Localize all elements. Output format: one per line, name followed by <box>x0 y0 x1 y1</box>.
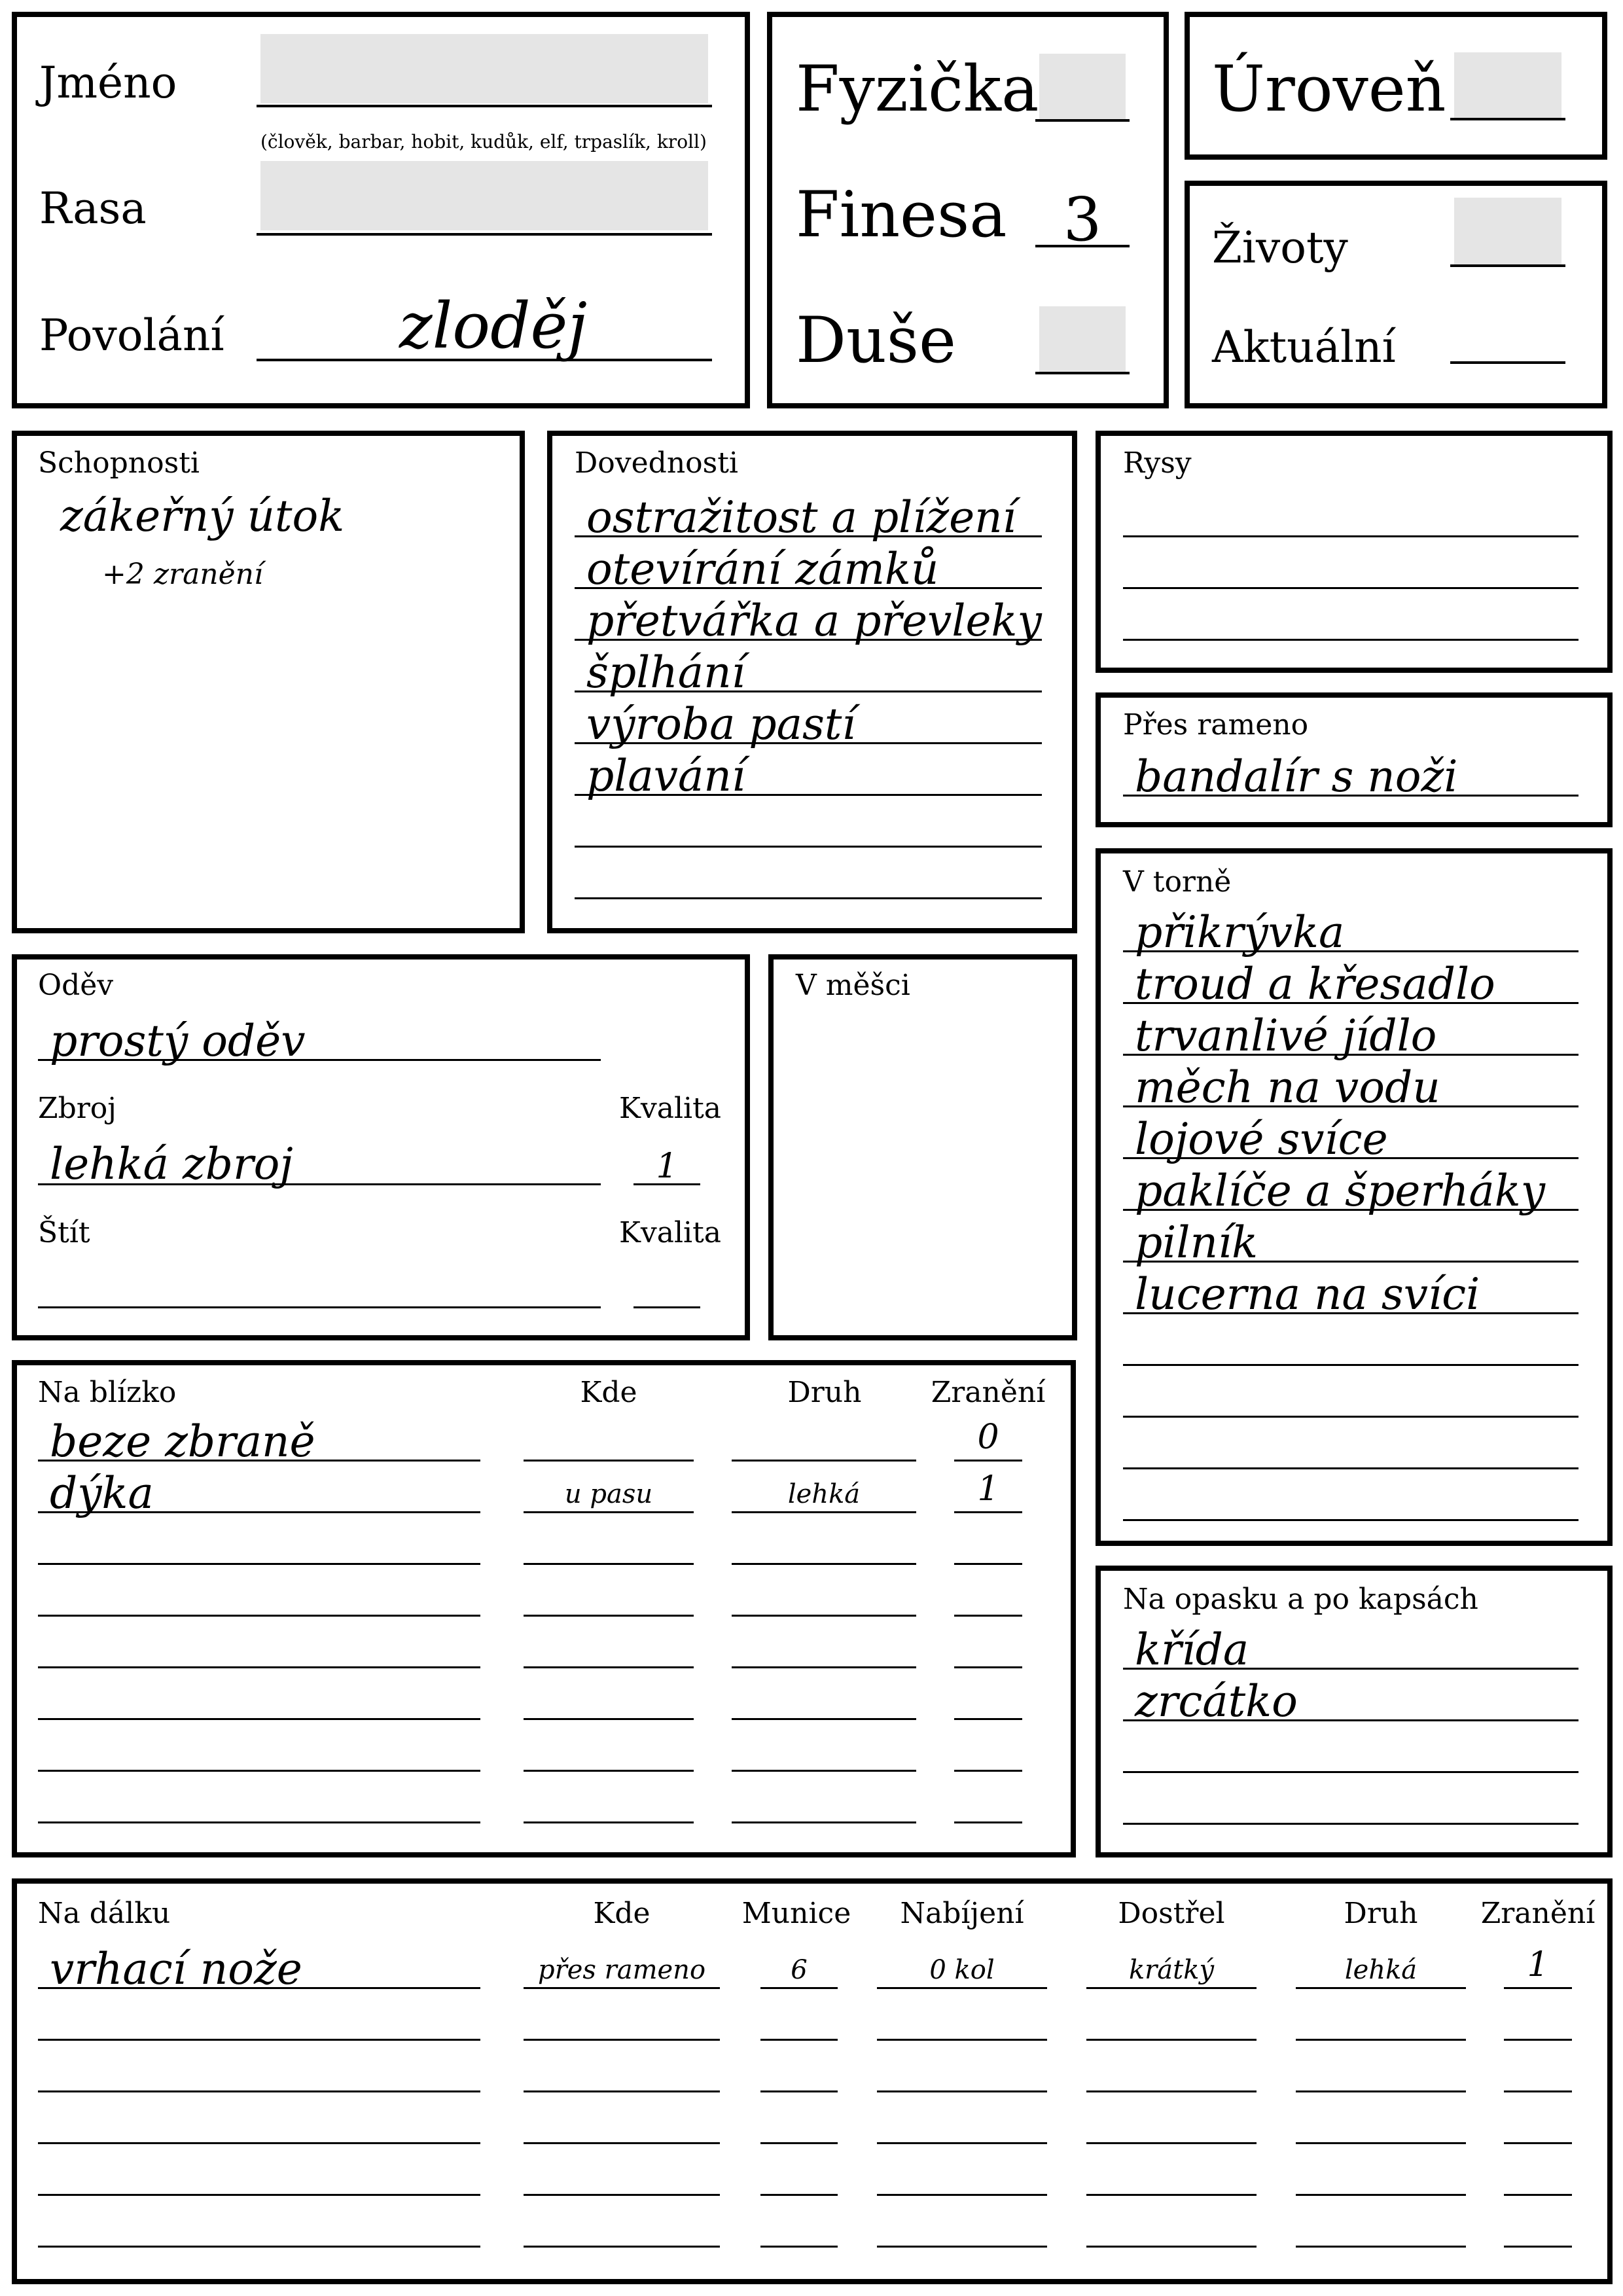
dovednosti-label: Dovednosti <box>575 446 738 480</box>
dalku-kde-value: přes rameno <box>537 1955 706 1985</box>
rasa-field-shade <box>260 161 708 230</box>
blizko-druh-field[interactable] <box>732 1615 916 1617</box>
stit-kvalita-field[interactable] <box>633 1306 700 1308</box>
stit-label: Štít <box>38 1216 90 1249</box>
odev-label: Oděv <box>38 969 114 1002</box>
na-dalku-col-munice: Munice <box>741 1897 851 1930</box>
dalku-nabijeni-value: 0 kol <box>929 1955 995 1985</box>
na-dalku-label: Na dálku <box>38 1897 171 1930</box>
jmeno-field[interactable] <box>257 105 712 107</box>
dalku-munice-value: 6 <box>791 1955 808 1985</box>
blizko-zraneni-field[interactable] <box>954 1460 1022 1462</box>
dalku-kde-field[interactable] <box>524 2090 720 2092</box>
na-dalku-col-kde: Kde <box>593 1897 651 1930</box>
dovednost-line[interactable] <box>575 897 1042 899</box>
dalku-zraneni-field[interactable] <box>1504 2142 1572 2144</box>
uroven-field-shade <box>1454 52 1561 119</box>
dovednost-item: plavání <box>586 751 745 801</box>
dalku-name-field[interactable] <box>38 2194 480 2196</box>
dalku-munice-field[interactable] <box>760 2246 838 2248</box>
dovednost-item: výroba pastí <box>586 699 856 749</box>
fyzicka-field[interactable] <box>1035 119 1130 122</box>
duse-field-shade <box>1039 306 1126 373</box>
dalku-nabijeni-field[interactable] <box>877 2142 1047 2144</box>
zivoty-field-shade <box>1454 198 1561 264</box>
rysy-line[interactable] <box>1123 535 1578 537</box>
na-opasku-line[interactable] <box>1123 1771 1578 1773</box>
zivoty-label: Životy <box>1212 223 1348 273</box>
odev-value: prostý oděv <box>50 1016 306 1066</box>
v-torne-line[interactable] <box>1123 1416 1578 1418</box>
v-torne-item: pilník <box>1135 1217 1258 1268</box>
blizko-kde-field[interactable] <box>524 1821 694 1823</box>
dalku-nabijeni-field[interactable] <box>877 2194 1047 2196</box>
v-torne-line[interactable] <box>1123 1519 1578 1521</box>
na-opasku-line[interactable] <box>1123 1823 1578 1825</box>
dalku-kde-field[interactable] <box>524 2142 720 2144</box>
blizko-name-field[interactable] <box>38 1718 480 1720</box>
blizko-druh-field[interactable] <box>732 1511 916 1513</box>
jmeno-label: Jméno <box>39 58 177 108</box>
dalku-dostrel-field[interactable] <box>1086 2194 1257 2196</box>
jmeno-field-shade <box>260 34 708 103</box>
na-blizko-col-druh: Druh <box>787 1376 862 1409</box>
blizko-name-field[interactable] <box>38 1563 480 1565</box>
dalku-zraneni-field[interactable] <box>1504 2039 1572 2041</box>
blizko-druh-field[interactable] <box>732 1563 916 1565</box>
fyzicka-field-shade <box>1039 54 1126 120</box>
povolani-value: zloděj <box>399 289 588 363</box>
dalku-kde-field[interactable] <box>524 1987 720 1989</box>
blizko-kde-field[interactable] <box>524 1770 694 1772</box>
na-blizko-label: Na blízko <box>38 1376 177 1409</box>
dalku-dostrel-field[interactable] <box>1086 2246 1257 2248</box>
dalku-zraneni-field[interactable] <box>1504 1987 1572 1989</box>
blizko-druh-field[interactable] <box>732 1821 916 1823</box>
dovednost-item: otevírání zámků <box>586 544 939 594</box>
v-torne-line[interactable] <box>1123 1467 1578 1469</box>
dalku-nabijeni-field[interactable] <box>877 2090 1047 2092</box>
duse-field[interactable] <box>1035 372 1130 374</box>
dalku-druh-field[interactable] <box>1296 2194 1466 2196</box>
stit-kvalita-label: Kvalita <box>619 1216 722 1249</box>
blizko-zraneni-field[interactable] <box>954 1718 1022 1720</box>
blizko-kde-field[interactable] <box>524 1511 694 1513</box>
dalku-name-field[interactable] <box>38 2090 480 2092</box>
dalku-dostrel-field[interactable] <box>1086 2039 1257 2041</box>
blizko-zraneni-field[interactable] <box>954 1770 1022 1772</box>
aktualni-label: Aktuální <box>1212 322 1396 372</box>
pres-rameno-label: Přes rameno <box>1123 708 1309 742</box>
dalku-name-field[interactable] <box>38 2246 480 2248</box>
rysy-line[interactable] <box>1123 639 1578 641</box>
dalku-dostrel-field[interactable] <box>1086 2142 1257 2144</box>
dalku-kde-field[interactable] <box>524 2246 720 2248</box>
zbroj-kvalita-label: Kvalita <box>619 1092 722 1125</box>
dalku-druh-field[interactable] <box>1296 2142 1466 2144</box>
na-dalku-panel <box>12 1878 1613 2284</box>
rasa-label: Rasa <box>39 183 147 234</box>
blizko-kde-field[interactable] <box>524 1615 694 1617</box>
dalku-druh-field[interactable] <box>1296 2090 1466 2092</box>
v-mesci-panel <box>768 954 1077 1340</box>
dalku-druh-value: lehká <box>1344 1955 1418 1985</box>
na-dalku-col-nabijeni: Nabíjení <box>900 1897 1024 1930</box>
dovednost-item: ostražitost a plížení <box>586 492 1016 543</box>
stit-field[interactable] <box>38 1306 601 1308</box>
blizko-zraneni-field[interactable] <box>954 1563 1022 1565</box>
blizko-name-value: beze zbraně <box>50 1416 315 1467</box>
na-blizko-col-kde: Kde <box>580 1376 637 1409</box>
rysy-label: Rysy <box>1123 446 1192 480</box>
na-dalku-col-druh: Druh <box>1344 1897 1418 1930</box>
schopnosti-label: Schopnosti <box>38 446 200 480</box>
rasa-hint: (člověk, barbar, hobit, kudůk, elf, trpaslík, kroll) <box>260 131 707 152</box>
dalku-zraneni-field[interactable] <box>1504 2090 1572 2092</box>
finesa-label: Finesa <box>796 178 1007 251</box>
blizko-zraneni-value: 0 <box>977 1418 999 1457</box>
uroven-field[interactable] <box>1450 118 1565 120</box>
blizko-name-field[interactable] <box>38 1666 480 1668</box>
povolani-label: Povolání <box>39 310 224 361</box>
dalku-nabijeni-field[interactable] <box>877 2039 1047 2041</box>
dalku-munice-field[interactable] <box>760 2039 838 2041</box>
blizko-zraneni-field[interactable] <box>954 1511 1022 1513</box>
dalku-name-field[interactable] <box>38 2142 480 2144</box>
v-torne-item: měch na vodu <box>1135 1062 1440 1113</box>
v-torne-line[interactable] <box>1123 1364 1578 1366</box>
v-torne-item: troud a křesadlo <box>1135 959 1495 1009</box>
pres-rameno-item: bandalír s noži <box>1135 751 1458 802</box>
zbroj-kvalita-value: 1 <box>656 1147 678 1186</box>
dalku-zraneni-value: 1 <box>1527 1945 1549 1984</box>
blizko-druh-value: lehká <box>787 1479 861 1509</box>
dalku-nabijeni-field[interactable] <box>877 2246 1047 2248</box>
dovednost-item: šplhání <box>586 647 745 698</box>
dalku-kde-field[interactable] <box>524 2194 720 2196</box>
dalku-kde-field[interactable] <box>524 2039 720 2041</box>
zbroj-value: lehká zbroj <box>50 1139 293 1189</box>
blizko-druh-field[interactable] <box>732 1718 916 1720</box>
na-dalku-col-zraneni: Zranění <box>1480 1897 1596 1930</box>
dalku-druh-field[interactable] <box>1296 1987 1466 1989</box>
blizko-name-field[interactable] <box>38 1770 480 1772</box>
finesa-value: 3 <box>1063 185 1102 255</box>
blizko-kde-field[interactable] <box>524 1460 694 1462</box>
schopnosti-item-1: +2 zranění <box>102 558 264 591</box>
v-torne-item: paklíče a šperháky <box>1135 1166 1545 1216</box>
blizko-zraneni-field[interactable] <box>954 1821 1022 1823</box>
fyzicka-label: Fyzička <box>796 52 1039 126</box>
dalku-dostrel-field[interactable] <box>1086 1987 1257 1989</box>
dalku-druh-field[interactable] <box>1296 2246 1466 2248</box>
v-torne-item: lojové svíce <box>1135 1114 1388 1164</box>
v-torne-item: trvanlivé jídlo <box>1135 1011 1437 1061</box>
zbroj-label: Zbroj <box>38 1092 116 1125</box>
blizko-zraneni-field[interactable] <box>954 1666 1022 1668</box>
dalku-munice-field[interactable] <box>760 2194 838 2196</box>
blizko-druh-field[interactable] <box>732 1460 916 1462</box>
v-mesci-label: V měšci <box>796 969 910 1002</box>
dovednost-line[interactable] <box>575 846 1042 848</box>
blizko-kde-field[interactable] <box>524 1666 694 1668</box>
zivoty-field[interactable] <box>1450 264 1565 267</box>
blizko-druh-field[interactable] <box>732 1770 916 1772</box>
dalku-munice-field[interactable] <box>760 2142 838 2144</box>
uroven-label: Úroveň <box>1212 52 1446 126</box>
blizko-zraneni-field[interactable] <box>954 1615 1022 1617</box>
dalku-dostrel-field[interactable] <box>1086 2090 1257 2092</box>
dalku-nabijeni-field[interactable] <box>877 1987 1047 1989</box>
blizko-kde-field[interactable] <box>524 1563 694 1565</box>
na-dalku-col-dostrel: Dostřel <box>1118 1897 1225 1930</box>
schopnosti-item-0: zákeřný útok <box>60 491 345 541</box>
dalku-munice-field[interactable] <box>760 1987 838 1989</box>
dalku-zraneni-field[interactable] <box>1504 2246 1572 2248</box>
blizko-kde-field[interactable] <box>524 1718 694 1720</box>
dalku-druh-field[interactable] <box>1296 2039 1466 2041</box>
v-torne-item: lucerna na svíci <box>1135 1269 1480 1319</box>
v-torne-label: V torně <box>1123 865 1232 899</box>
dalku-name-field[interactable] <box>38 2039 480 2041</box>
dalku-dostrel-value: krátký <box>1128 1955 1215 1985</box>
blizko-name-field[interactable] <box>38 1615 480 1617</box>
blizko-zraneni-value: 1 <box>977 1469 999 1509</box>
aktualni-field[interactable] <box>1450 361 1565 364</box>
v-torne-item: přikrývka <box>1135 907 1345 958</box>
na-opasku-item: křída <box>1135 1624 1249 1675</box>
rasa-field[interactable] <box>257 233 712 236</box>
blizko-kde-value: u pasu <box>564 1479 653 1509</box>
blizko-name-value: dýka <box>50 1468 154 1518</box>
na-opasku-label: Na opasku a po kapsách <box>1123 1583 1478 1616</box>
dalku-munice-field[interactable] <box>760 2090 838 2092</box>
blizko-name-field[interactable] <box>38 1821 480 1823</box>
dalku-name-value: vrhací nože <box>50 1944 302 1994</box>
duse-label: Duše <box>796 304 956 377</box>
dovednost-item: přetvářka a převleky <box>586 596 1042 646</box>
na-blizko-col-zraneni: Zranění <box>931 1376 1046 1409</box>
na-opasku-item: zrcátko <box>1135 1676 1298 1727</box>
dalku-zraneni-field[interactable] <box>1504 2194 1572 2196</box>
rysy-line[interactable] <box>1123 587 1578 589</box>
blizko-druh-field[interactable] <box>732 1666 916 1668</box>
